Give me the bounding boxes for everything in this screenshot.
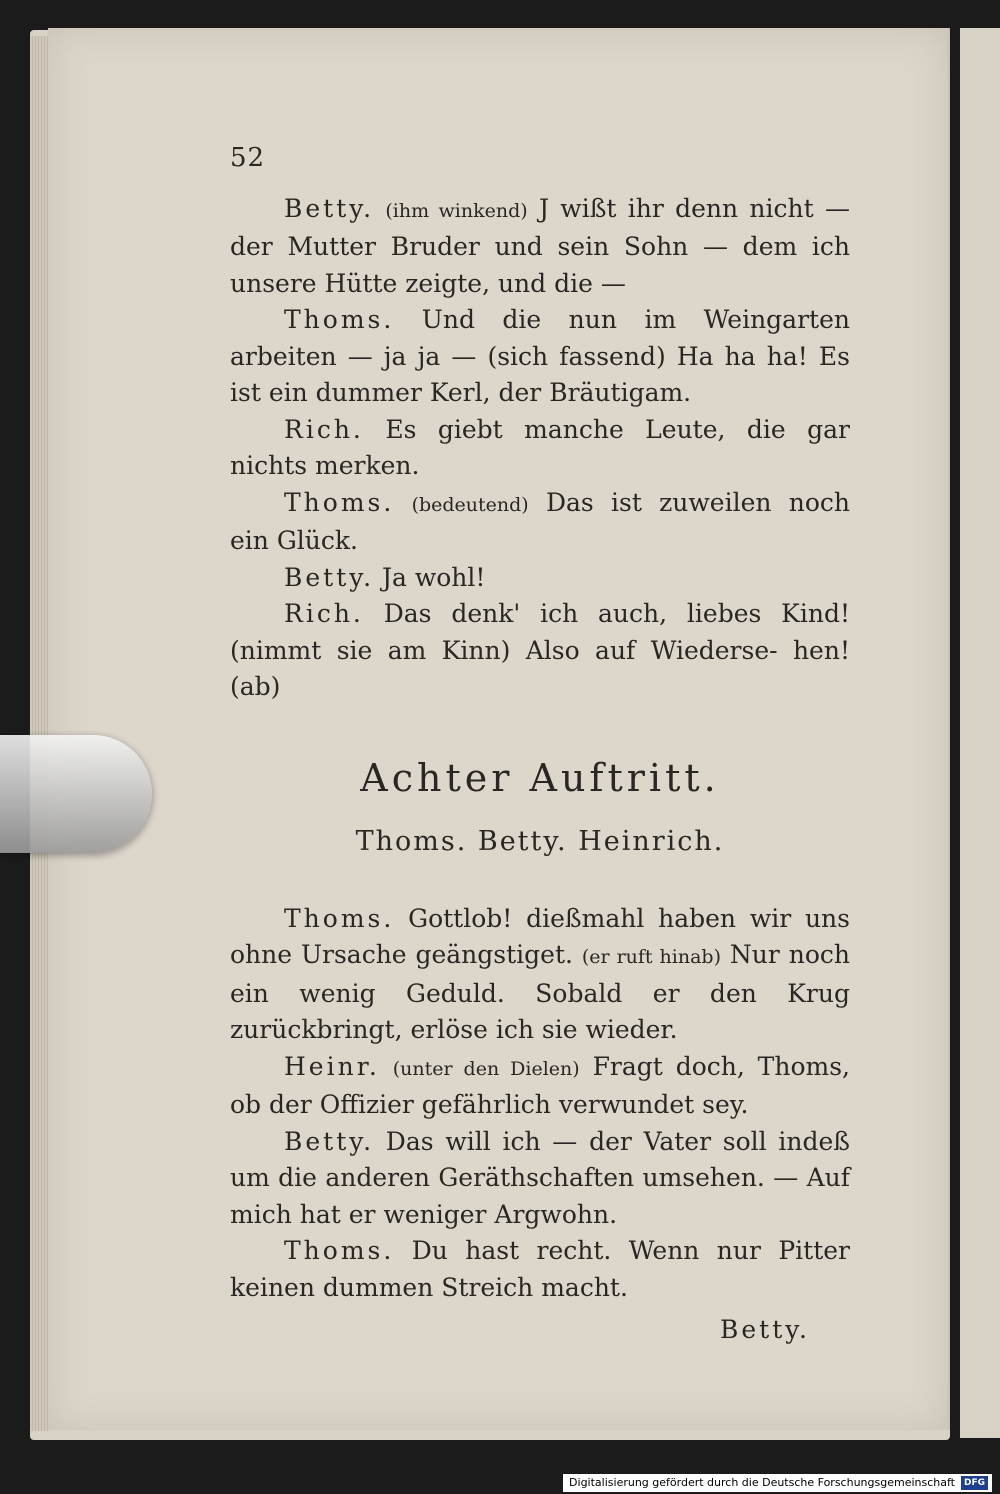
speaker: Thoms. <box>284 903 395 933</box>
page-edges <box>30 36 50 1431</box>
line-text: Das will ich — der Vater soll indeß um die anderen Geräthschaften umsehen. — Auf mich hat er weniger Argwohn. <box>230 1126 851 1229</box>
scene-heading: Achter Auftritt. <box>360 755 720 800</box>
dialogue-line <box>230 901 850 1049</box>
page-clip <box>0 735 152 853</box>
line-text: Das ist zuweilen noch ein Glück. <box>230 487 850 555</box>
dialogue-line <box>230 485 850 560</box>
line-text: Und die nun im Weingarten arbeiten — ja ja — (sich fassend) Ha ha ha! Es ist ein dummer Kerl, der Bräutigam. <box>230 305 850 407</box>
speaker: Betty. <box>284 562 375 592</box>
speaker: Betty. <box>284 193 375 223</box>
line-text: Ja wohl! <box>381 562 486 592</box>
digitization-footer <box>563 1474 992 1492</box>
line-text: Das denk' ich auch, liebes Kind! (nimmt sie am Kinn) Also auf Wiederse- hen! (ab) <box>230 599 850 701</box>
line-text: Gottlob! dießmahl haben wir uns ohne Ursache geängstiget. <box>230 903 850 969</box>
line-text: Nur noch ein wenig Geduld. Sobald er den Krug zurückbringt, erlöse ich sie wieder. <box>230 940 850 1044</box>
line-text: Es giebt manche Leute, die gar nichts merken. <box>230 414 850 480</box>
page-text <box>230 140 850 1349</box>
speaker: Betty. <box>284 1126 375 1156</box>
speaker: Thoms. <box>284 1236 395 1265</box>
stage-direction: (unter den Dielen) <box>392 1057 580 1080</box>
line-text: Fragt doch, Thoms, ob der Offizier gefährlich verwundet sey. <box>230 1051 850 1119</box>
dialogue-line <box>230 191 850 303</box>
dialogue-line <box>230 412 850 485</box>
page-number: 52 <box>230 143 266 173</box>
catchword: Betty. <box>719 1315 810 1344</box>
dialogue-line <box>230 302 850 412</box>
line-text: J wißt ihr denn nicht — der Mutter Bruder und sein Sohn — dem ich unsere Hütte zeigte, und die — <box>230 193 850 298</box>
footer-text: Digitalisierung gefördert durch die Deutsche Forschungsgemeinschaft <box>569 1476 955 1489</box>
next-page-edge <box>960 28 1000 1438</box>
stage-direction: (bedeutend) <box>411 493 529 516</box>
line-text: Du hast recht. Wenn nur Pitter keinen dummen Streich macht. <box>230 1236 850 1302</box>
dialogue-line <box>230 1049 850 1124</box>
dialogue-line <box>230 596 850 706</box>
speaker: Thoms. <box>284 487 395 517</box>
stage-direction: (ihm winkend) <box>385 199 528 222</box>
stage-direction: (er ruft hinab) <box>581 946 722 968</box>
speaker: Rich. <box>284 599 364 628</box>
speaker: Rich. <box>284 414 364 444</box>
dialogue-line <box>230 1124 850 1234</box>
dfg-logo: DFG <box>961 1476 988 1490</box>
dialogue-line <box>230 560 850 597</box>
dialogue-line <box>230 1233 850 1306</box>
cast-list: Thoms. Betty. Heinrich. <box>355 826 725 857</box>
speaker: Heinr. <box>284 1051 380 1081</box>
speaker: Thoms. <box>284 305 395 334</box>
